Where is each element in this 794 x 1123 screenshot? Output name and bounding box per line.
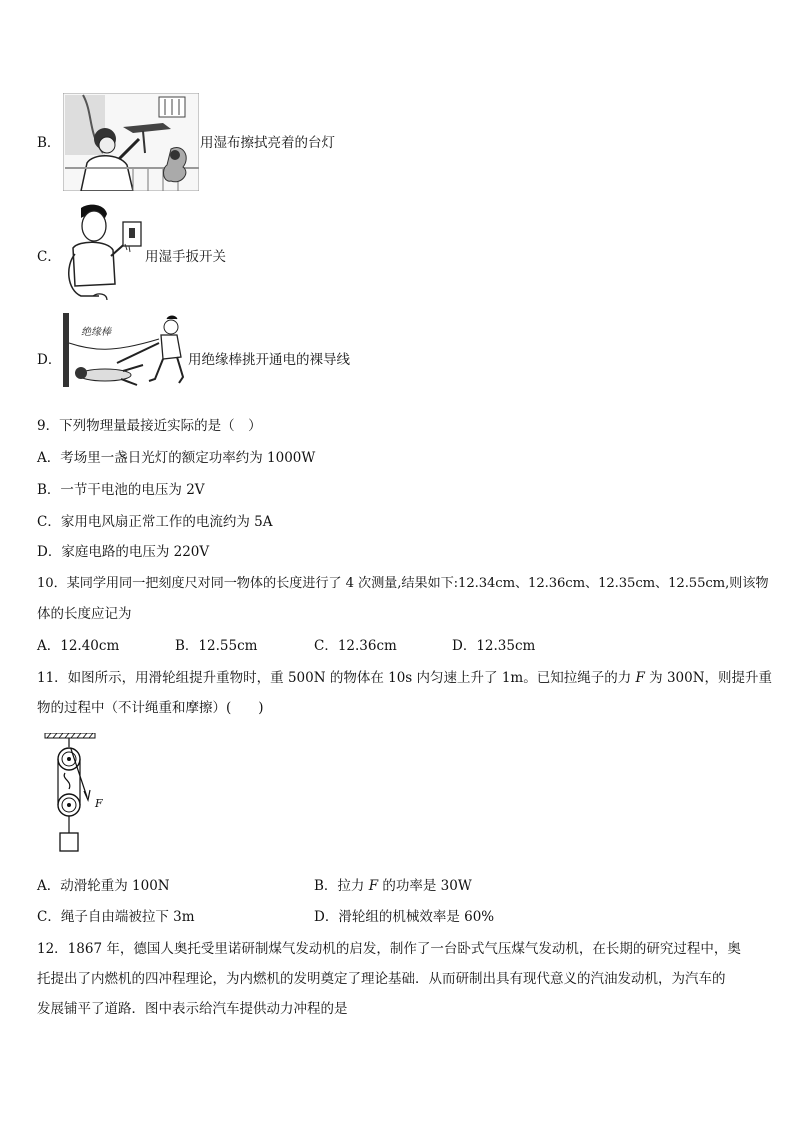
q11-option-a: A．动滑轮重为 100N — [37, 878, 170, 894]
wet-cloth-lamp-illustration — [63, 93, 199, 191]
q9-option-d: D．家庭电路的电压为 220V — [37, 544, 210, 560]
q10-stem-line-1: 10．某同学用同一把刻度尺对同一物体的长度进行了 4 次测量,结果如下:12.34cm、12.36cm、12.35cm、12.55cm,则该物 — [37, 576, 769, 591]
q11-stem-line-2: 物的过程中（不计绳重和摩擦）( ) — [37, 700, 264, 716]
q11-force-symbol: F — [635, 670, 645, 686]
q11-stem-line-1-post: 为 300N，则提升重 — [644, 670, 773, 686]
q11-options-row-1 — [37, 874, 472, 894]
option-c-letter: C． — [37, 249, 61, 265]
q12-line-3: 发展铺平了道路．图中表示给汽车提供动力冲程的是 — [37, 1001, 348, 1017]
q12-line-2: 托提出了内燃机的四冲程理论，为内燃机的发明奠定了理论基础．从而研制出具有现代意义的汽油发动机，为汽车的 — [37, 971, 726, 987]
q11-option-b — [314, 874, 472, 894]
q11-stem-line-1-pre: 11．如图所示，用滑轮组提升重物时，重 500N 的物体在 10s 内匀速上升了 1m。已知拉绳子的力 — [37, 670, 636, 686]
q11-option-d: D．滑轮组的机械效率是 60% — [314, 909, 495, 925]
q10-stem-line-2: 体的长度应记为 — [37, 606, 132, 622]
option-d-letter: D． — [37, 352, 62, 368]
q11-option-b-post: 的功率是 30W — [378, 878, 472, 894]
option-c-text: 用湿手扳开关 — [145, 249, 226, 265]
q10-option-d: D．12.35cm — [452, 638, 536, 654]
pulley-force-label: F — [95, 797, 103, 810]
q11-option-b-symbol: F — [368, 878, 379, 894]
insulated-rod-label: 绝缘棒 — [81, 327, 111, 338]
option-b-letter: B． — [37, 135, 61, 151]
option-b-text: 用湿布擦拭亮着的台灯 — [200, 135, 335, 151]
option-d-text: 用绝缘棒挑开通电的裸导线 — [188, 352, 350, 368]
q10-option-b: B．12.55cm — [175, 638, 258, 654]
q11-stem-line-1 — [37, 666, 772, 686]
q10-options — [37, 634, 535, 654]
q10-option-a: A．12.40cm — [37, 638, 120, 654]
q10-option-c: C．12.36cm — [314, 638, 397, 654]
wet-hand-switch-illustration — [63, 204, 145, 302]
q9-option-a: A．考场里一盏日光灯的额定功率约为 1000W — [37, 450, 316, 466]
q9-stem: 9．下列物理量最接近实际的是（ ） — [37, 418, 262, 434]
q11-options-row-2 — [37, 905, 494, 925]
pulley-system-diagram — [43, 733, 113, 855]
q11-option-c: C．绳子自由端被拉下 3m — [37, 909, 195, 925]
q11-option-b-pre: B．拉力 — [314, 878, 369, 894]
q12-line-1: 12．1867 年，德国人奥托受里诺研制煤气发动机的启发，制作了一台卧式气压煤气发动机，在长期的研究过程中，奥 — [37, 941, 741, 957]
insulated-rod-wire-illustration — [63, 313, 188, 396]
q9-option-b: B．一节干电池的电压为 2V — [37, 482, 205, 498]
q9-option-c: C．家用电风扇正常工作的电流约为 5A — [37, 514, 273, 530]
